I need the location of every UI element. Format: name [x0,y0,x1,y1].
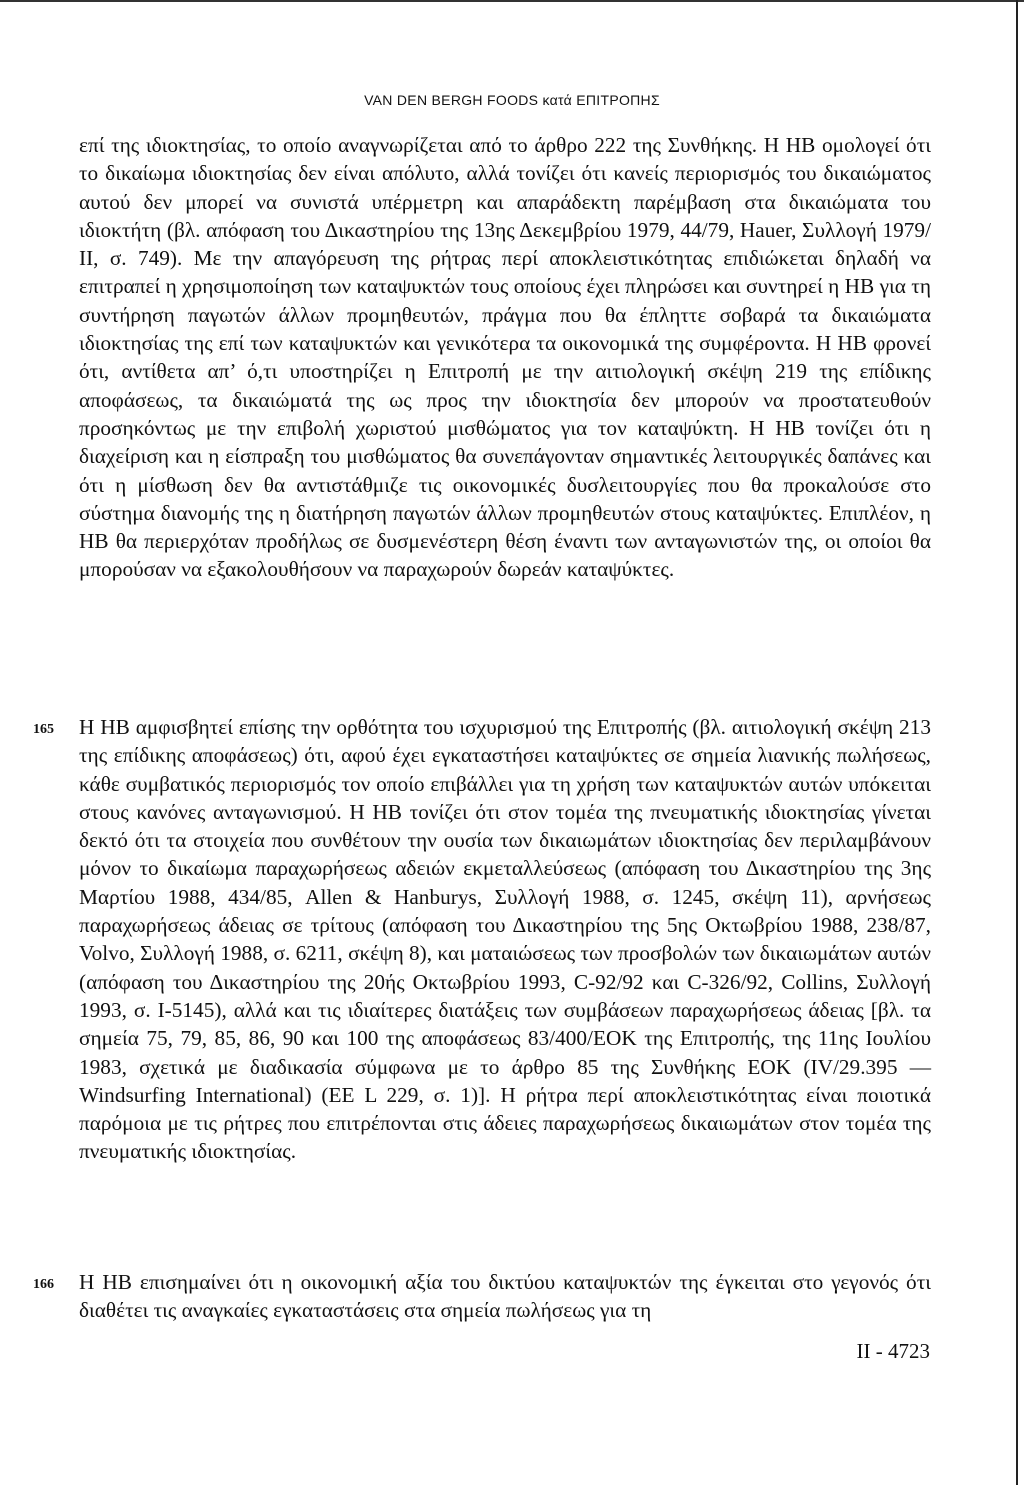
paragraph-number-165: 165 [33,722,54,737]
continuation-paragraph [79,131,931,584]
running-header: VAN DEN BERGH FOODS κατά ΕΠΙΤΡΟΠΗΣ [364,92,660,108]
page-number: II - 4723 [856,1339,930,1363]
paragraph-166 [79,1268,931,1325]
paragraph-165 [79,713,931,1166]
paragraph-text: Η ΗΒ αμφισβητεί επίσης την ορθότητα του ισχυρισμού της Επιτροπής (βλ. αιτιολογική σκέψη 213 της επίδικης αποφάσεως) ότι, αφού έχει εγκαταστήσει καταψύκτες σε σημεία λιανικής πωλήσεως, κάθε συμβατικός περιορισμός τον οποίο επιβάλλει για τη χρήση των καταψυκτών αυτών υπόκειται στους κανόνες ανταγωνισμού. Η ΗΒ τονίζει ότι στον τομέα της πνευματικής ιδιοκτησίας γίνεται δεκτό ότι τα στοιχεία που συνθέτουν την ουσία των δικαιωμάτων ιδιοκτησίας δεν περιλαμβάνουν μόνον το δικαίωμα παραχωρήσεως αδειών εκμεταλλεύσεως (απόφαση του Δικαστηρίου της 3ης Μαρτίου 1988, 434/85, Allen & Hanburys, Συλλογή 1988, σ. 1245, σκέψη 11), αρνήσεως παραχωρήσεως άδειας σε τρίτους (απόφαση του Δικαστηρίου της 5ης Οκτωβρίου 1988, 238/87, Volvo, Συλλογή 1988, σ. 6211, σκέψη 8), και ματαιώσεως των προσβολών των δικαιωμάτων αυτών (απόφαση του Δικαστηρίου της 20ής Οκτωβρίου 1993, C-92/92 και C-326/92, Collins, Συλλογή 1993, σ. I-5145), αλλά και τις ιδιαίτερες διατάξεις των συμβάσεων παραχωρήσεως άδειας [βλ. τα σημεία 75, 79, 85, 86, 90 και 100 της αποφάσεως 83/400/ΕΟΚ της Επιτροπής, της 11ης Ιουλίου 1983, σχετικά με διαδικασία σύμφωνα με το άρθρο 85 της Συνθήκης ΕΟΚ (IV/29.395 — Windsurfing International) (ΕΕ L 229, σ. 1)]. Η ρήτρα περί αποκλειστικότητας είναι ποιοτικά παρόμοια με τις ρήτρες που επιτρέπονται στις άδειες παραχωρήσεως δικαιωμάτων στον τομέα της πνευματικής ιδιοκτησίας. [79,715,931,1164]
page-edge-right [1016,0,1018,1485]
paragraph-number-166: 166 [33,1277,54,1292]
paragraph-text: επί της ιδιοκτησίας, το οποίο αναγνωρίζεται από το άρθρο 222 της Συνθήκης. Η ΗΒ ομολογεί ότι το δικαίωμα ιδιοκτησίας δεν είναι απόλυτο, αλλά τονίζει ότι κανείς περιορισμός του δικαιώματος αυτού δεν μπορεί να συνιστά υπέρμετρη και απαράδεκτη παρέμβαση στα δικαιώματα του ιδιοκτήτη (βλ. απόφαση του Δικαστηρίου της 13ης Δεκεμβρίου 1979, 44/79, Hauer, Συλλογή 1979/ΙΙ, σ. 749). Με την απαγόρευση της ρήτρας περί αποκλειστικότητας επιδιώκεται δηλαδή να επιτραπεί η χρησιμοποίηση των καταψυκτών τους οποίους έχει πληρώσει και συντηρεί η ΗΒ για τη συντήρηση παγωτών άλλων προμηθευτών, πράγμα που θα έπληττε σοβαρά τα δικαιώματα ιδιοκτησίας της επί των καταψυκτών και γενικότερα τα οικονομικά της συμφέροντα. Η ΗΒ φρονεί ότι, αντίθετα απ’ ό,τι υποστηρίζει η Επιτροπή με την αιτιολογική σκέψη 219 της επίδικης αποφάσεως, τα δικαιώματά της ως προς την ιδιοκτησία δεν μπορούν να προστατευθούν προσηκόντως με την επιβολή χωριστού μισθώματος για τον καταψύκτη. Η ΗΒ τονίζει ότι η διαχείριση και η είσπραξη του μισθώματος θα συνεπάγονταν σημαντικές λειτουργικές δαπάνες και ότι η μίσθωση δεν θα αντιστάθμιζε τις οικονομικές δυσλειτουργίες που θα προκαλούσε στο σύστημα διανομής της η διατήρηση παγωτών άλλων προμηθευτών στους καταψύκτες. Επιπλέον, η ΗΒ θα περιερχόταν προδήλως σε δυσμενέστερη θέση έναντι των ανταγωνιστών της, οι οποίοι θα μπορούσαν να εξακολουθήσουν να παραχωρούν δωρεάν καταψύκτες. [79,133,931,582]
paragraph-text: Η ΗΒ επισημαίνει ότι η οικονομική αξία του δικτύου καταψυκτών της έγκειται στο γεγονός ότι διαθέτει τις αναγκαίες εγκαταστάσεις στα σημεία πωλήσεως για τη [79,1270,931,1323]
page-edge-top [0,0,1024,2]
